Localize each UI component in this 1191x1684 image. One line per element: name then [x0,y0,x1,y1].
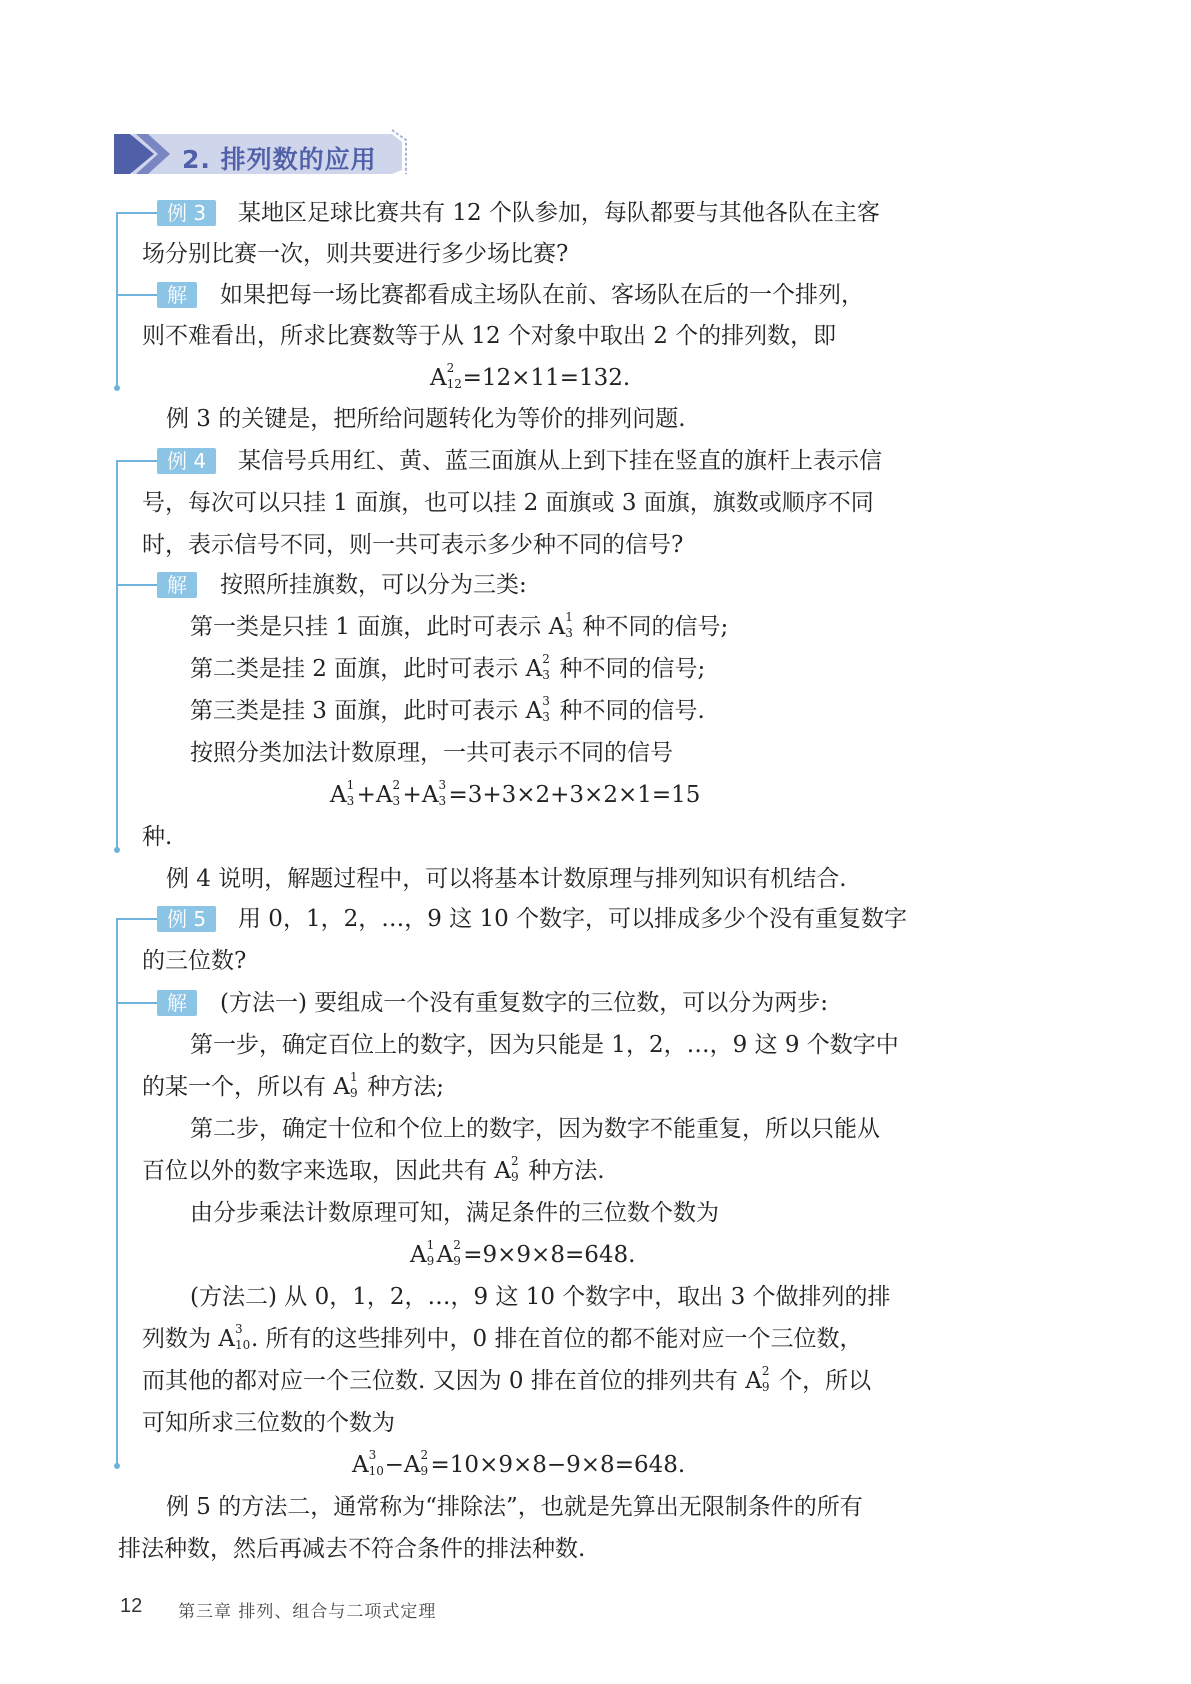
ex3-note: 例 3 的关键是，把所给问题转化为等价的排列问题. [166,406,686,432]
section-title: 2. 排列数的应用 [182,145,377,174]
ex5-bracket-line [116,918,118,1466]
ex3-bracket-line [116,212,118,388]
ex5-step2-line2: 百位以外的数字来选取，因此共有 A 2 9 种方法. [142,1154,605,1184]
example-4-tag: 例 4 [157,448,216,474]
ex5-formula2: A 3 10 −A 2 9 =10×9×8−9×8=648. [352,1448,686,1478]
ex4-bracket-line [116,460,118,850]
ex5-question-line2: 的三位数? [142,948,247,974]
ex4-connector [116,460,160,462]
ex4-solution-line1: 按照所挂旗数，可以分为三类: [220,572,527,598]
ex5-note-line2: 排法种数，然后再减去不符合条件的排法种数. [118,1536,586,1562]
ex4-sol-connector [116,584,160,586]
ex4-note: 例 4 说明，解题过程中，可以将基本计数原理与排列知识有机结合. [166,866,847,892]
ex5-connector [116,918,160,920]
ex3-sol-connector [116,294,160,296]
ex5-question-line1: 用 0，1，2，…，9 这 10 个数字，可以排成多少个没有重复数字 [238,906,908,932]
ex5-step3: 由分步乘法计数原理可知，满足条件的三位数个数为 [190,1200,719,1226]
ex4-question-line1: 某信号兵用红、黄、蓝三面旗从上到下挂在竖直的旗杆上表示信 [238,448,882,474]
ex4-case3: 第三类是挂 3 面旗，此时可表示 A 3 3 种不同的信号. [190,694,705,724]
ex5-formula1: A 1 9 A 2 9 =9×9×8=648. [410,1238,636,1268]
ex5-method2-line1: (方法二) 从 0，1，2，…，9 这 10 个数字中，取出 3 个做排列的排 [190,1284,891,1310]
ex5-method2-line4: 可知所求三位数的个数为 [142,1410,395,1436]
ex3-question-line2: 场分别比赛一次，则共要进行多少场比赛? [142,241,569,267]
ex4-case1: 第一类是只挂 1 面旗，此时可表示 A 1 3 种不同的信号; [190,610,729,640]
ex5-method1: (方法一) 要组成一个没有重复数字的三位数，可以分为两步: [220,990,829,1016]
example-5-tag: 例 5 [157,906,216,932]
ex3-solution-line1: 如果把每一场比赛都看成主场队在前、客场队在后的一个排列， [220,282,864,308]
ex4-case2: 第二类是挂 2 面旗，此时可表示 A 2 3 种不同的信号; [190,652,706,682]
ex4-solution-line3: 种. [142,824,173,850]
ex5-step1-line2: 的某一个，所以有 A 1 9 种方法; [142,1070,444,1100]
ex3-question-line1: 某地区足球比赛共有 12 个队参加，每队都要与其他各队在主客 [238,200,880,226]
ex5-note-line1: 例 5 的方法二，通常称为“排除法”，也就是先算出无限制条件的所有 [166,1494,863,1520]
example-3-tag: 例 3 [157,200,216,226]
ex5-method2-line2: 列数为 A 3 10 . 所有的这些排列中，0 排在首位的都不能对应一个三位数， [142,1322,863,1352]
ex3-connector [116,212,160,214]
ex4-solution-line2: 按照分类加法计数原理，一共可表示不同的信号 [190,740,673,766]
ex5-step2-line1: 第二步，确定十位和个位上的数字，因为数字不能重复，所以只能从 [190,1116,880,1142]
chapter-title: 第三章 排列、组合与二项式定理 [178,1602,437,1622]
ex5-step1-line1: 第一步，确定百位上的数字，因为只能是 1，2，…，9 这 9 个数字中 [190,1032,899,1058]
solution-tag: 解 [157,282,197,308]
ex5-sol-connector [116,1002,160,1004]
solution-tag: 解 [157,572,197,598]
ex3-solution-line2: 则不难看出，所求比赛数等于从 12 个对象中取出 2 个的排列数，即 [142,323,837,349]
solution-tag: 解 [157,990,197,1016]
page-number: 12 [120,1595,143,1617]
ex3-formula: A 2 12 =12×11=132. [430,361,631,391]
ex4-question-line2: 号，每次可以只挂 1 面旗，也可以挂 2 面旗或 3 面旗，旗数或顺序不同 [142,490,874,516]
ex5-method2-line3: 而其他的都对应一个三位数. 又因为 0 排在首位的排列共有 A 2 9 个，所以 [142,1364,872,1394]
ex4-formula: A 1 3 +A 2 3 +A 3 3 =3+3×2+3×2×1=15 [330,778,701,808]
ex4-question-line3: 时，表示信号不同，则一共可表示多少种不同的信号? [142,532,684,558]
